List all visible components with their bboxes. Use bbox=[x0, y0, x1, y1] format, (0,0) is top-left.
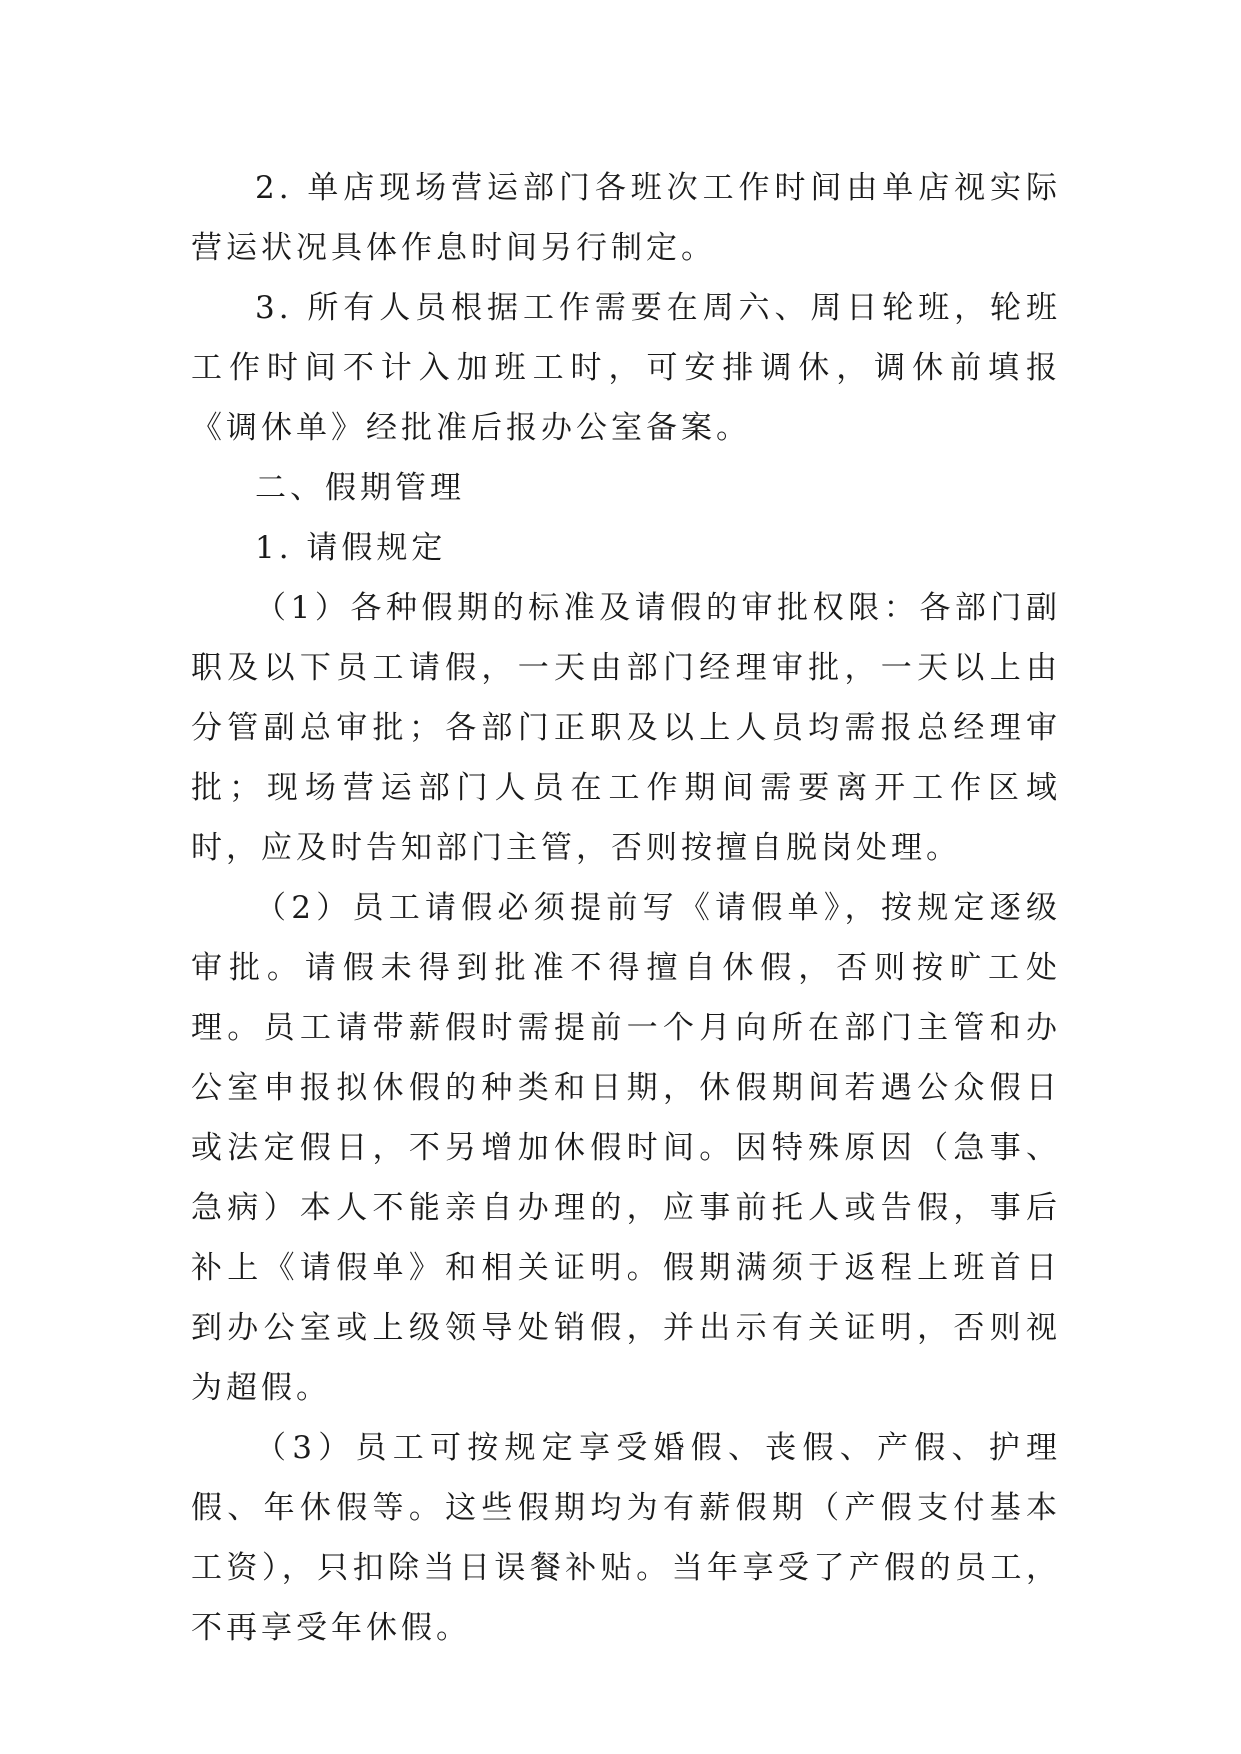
section-heading-leave-management: 二、假期管理 bbox=[255, 470, 465, 506]
paragraph-weekend-rotation: 3. 所有人员根据工作需要在周六、周日轮班，轮班工作时间不计入加班工时，可安排调休，调休前填报《调休单》经批准后报办公室备案。 bbox=[191, 290, 1061, 446]
document-body bbox=[191, 158, 1061, 1658]
paragraph-leave-request-procedure: （2）员工请假必须提前写《请假单》，按规定逐级审批。请假未得到批准不得擅自休假，否则按旷工处理。员工请带薪假时需提前一个月向所在部门主管和办公室申报拟休假的种类和日期，休假期间若遇公众假日或法定假日，不另增加休假时间。因特殊原因（急事、急病）本人不能亲自办理的，应事前托人或告假，事后补上《请假单》和相关证明。假期满须于返程上班首日到办公室或上级领导处销假，并出示有关证明，否则视为超假。 bbox=[191, 890, 1061, 1406]
paragraph-shift-schedule: 2. 单店现场营运部门各班次工作时间由单店视实际营运状况具体作息时间另行制定。 bbox=[191, 170, 1061, 266]
paragraph-leave-types: （3）员工可按规定享受婚假、丧假、产假、护理假、年休假等。这些假期均为有薪假期（产假支付基本工资），只扣除当日误餐补贴。当年享受了产假的员工，不再享受年休假。 bbox=[191, 1430, 1061, 1646]
paragraph-approval-authority: （1）各种假期的标准及请假的审批权限：各部门副职及以下员工请假，一天由部门经理审批，一天以上由分管副总审批；各部门正职及以上人员均需报总经理审批；现场营运部门人员在工作期间需要离开工作区域时，应及时告知部门主管，否则按擅自脱岗处理。 bbox=[191, 590, 1061, 866]
subsection-heading-leave-rules: 1. 请假规定 bbox=[255, 530, 447, 566]
